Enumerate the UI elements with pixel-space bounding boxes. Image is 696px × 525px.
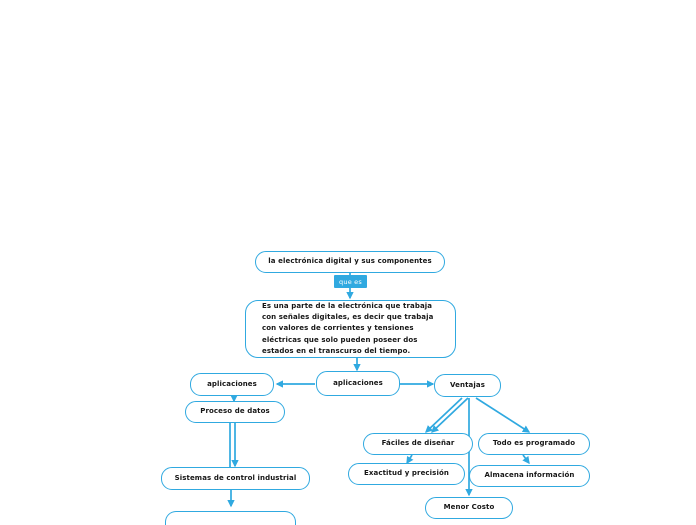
node-sistemas-control-industrial-label: Sistemas de control industrial xyxy=(174,473,297,482)
node-almacena-informacion[interactable] xyxy=(469,465,590,487)
definition-line-2: con señales digitales, es decir que trabaja xyxy=(262,313,434,322)
node-aplicaciones-left-label: aplicaciones xyxy=(207,379,257,388)
node-faciles-de-disenar-label: Fáciles de diseñar xyxy=(381,439,455,448)
node-definition-label xyxy=(262,301,433,358)
node-ventajas[interactable] xyxy=(434,374,501,397)
edge-ventajas-to-faciles-b xyxy=(432,398,468,432)
definition-line-4: eléctricas que solo pueden poseer dos xyxy=(262,335,418,344)
node-aplicaciones-center-label: aplicaciones xyxy=(333,378,383,387)
node-ventajas-label: Ventajas xyxy=(450,380,485,389)
node-menor-costo-label: Menor Costo xyxy=(443,503,495,512)
node-menor-costo[interactable] xyxy=(425,497,513,519)
edge-label-que-es[interactable] xyxy=(334,275,367,288)
node-aplicaciones-center[interactable] xyxy=(316,371,400,396)
edge-todo-to-almacena xyxy=(523,455,529,463)
edge-faciles-to-exactitud xyxy=(407,455,412,463)
node-aplicaciones-left[interactable] xyxy=(190,373,274,396)
definition-line-1: Es una parte de la electrónica que trabaja xyxy=(262,301,433,310)
node-exactitud-y-precision-label: Exactitud y precisión xyxy=(364,469,449,478)
definition-line-5: estados en el transcurso del tiempo. xyxy=(262,347,411,355)
node-faciles-de-disenar[interactable] xyxy=(363,433,473,455)
node-exactitud-y-precision[interactable] xyxy=(348,463,465,485)
edge-ventajas-to-todo-programado xyxy=(476,398,529,432)
node-bottom-left-clipped[interactable] xyxy=(165,511,296,525)
edge-ventajas-to-faciles-a xyxy=(426,398,462,432)
node-proceso-de-datos-label: Proceso de datos xyxy=(200,407,270,416)
node-root-label: la electrónica digital y sus componentes xyxy=(268,257,432,266)
node-sistemas-control-industrial[interactable] xyxy=(161,467,310,490)
node-proceso-de-datos[interactable] xyxy=(185,401,285,423)
node-almacena-informacion-label: Almacena información xyxy=(484,471,575,480)
node-root[interactable] xyxy=(255,251,445,273)
node-todo-es-programado[interactable] xyxy=(478,433,590,455)
edge-label-que-es-text: que es xyxy=(339,277,362,286)
definition-line-3: con valores de corrientes y tensiones xyxy=(262,324,414,333)
node-definition[interactable] xyxy=(245,300,456,358)
node-todo-es-programado-label: Todo es programado xyxy=(492,439,576,448)
